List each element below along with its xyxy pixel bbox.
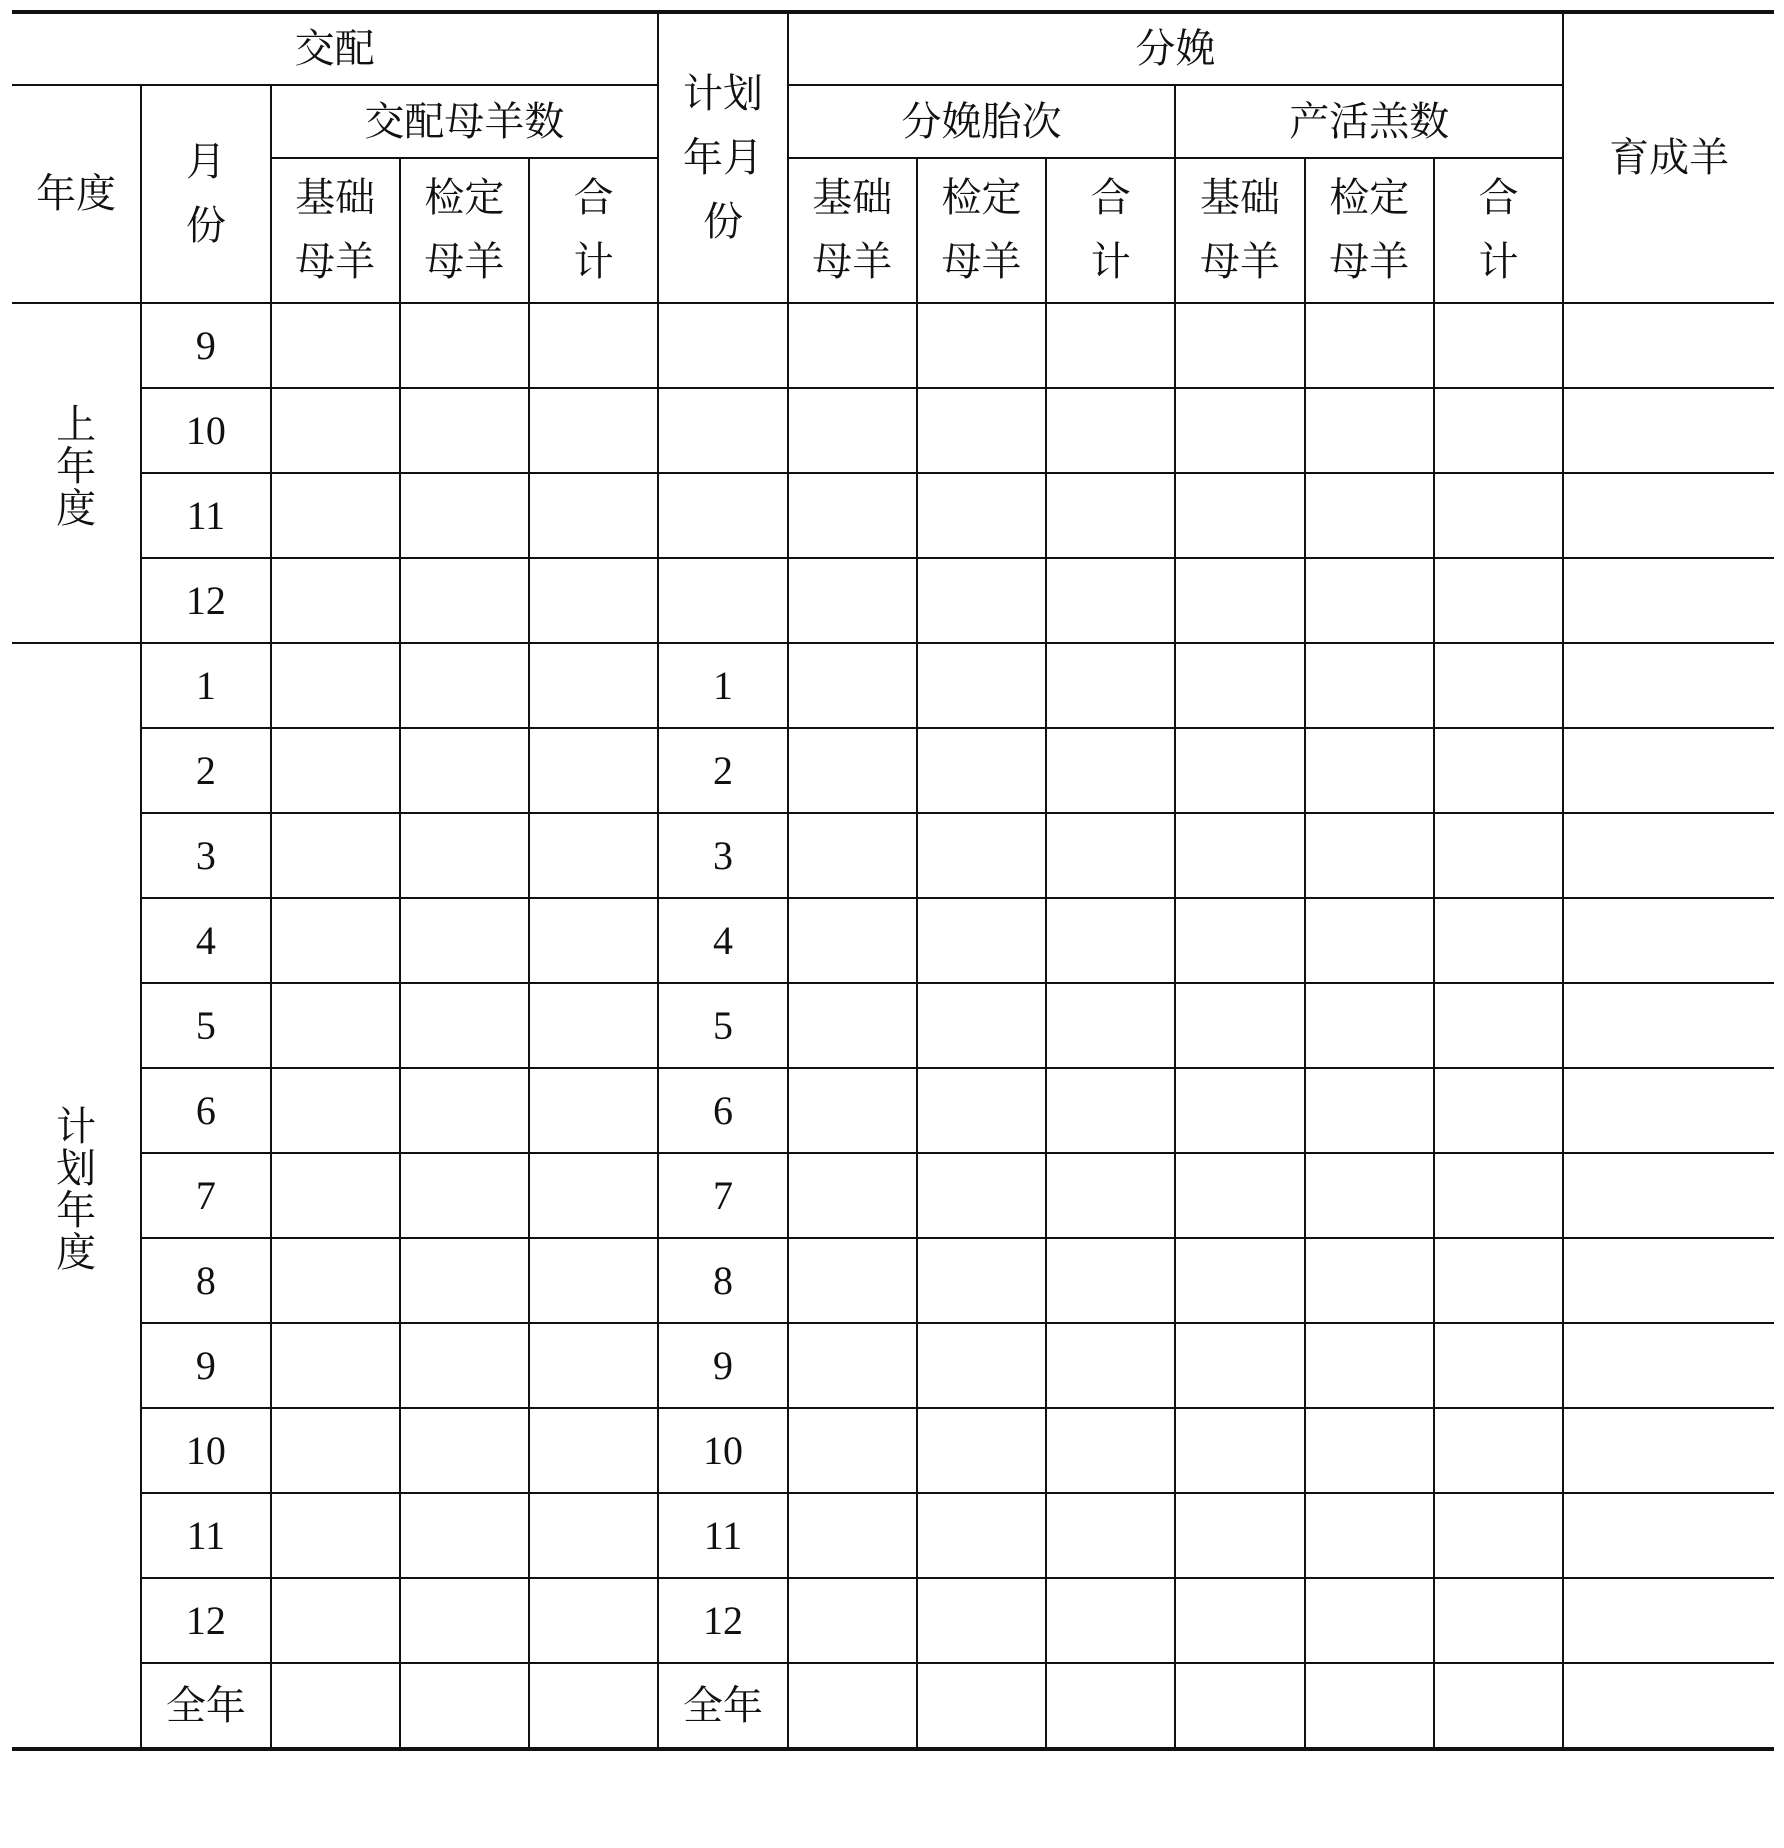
mating-cell [400,1068,529,1153]
lambing-cell [917,728,1046,813]
breeding-plan-table [12,10,1774,1751]
month-cell: 11 [141,1493,270,1578]
lambing-cell [1175,388,1304,473]
lambing-cell [917,643,1046,728]
lambing-cell [1563,813,1774,898]
table-row [12,1578,1774,1663]
mating-cell [400,1238,529,1323]
lambing-cell [1434,1068,1563,1153]
lambing-cell [1563,643,1774,728]
lambing-cell [788,728,917,813]
table-row [12,643,1774,728]
table-row [12,473,1774,558]
lambing-cell [788,1578,917,1663]
lambing-cell [1305,388,1434,473]
header-mating: 交配 [12,12,658,85]
month-cell: 10 [141,1408,270,1493]
month-cell: 3 [141,813,270,898]
lambing-cell [1563,1153,1774,1238]
lambing-cell [1563,1238,1774,1323]
month-cell: 5 [141,983,270,1068]
header-raised-sheep: 育成羊 [1563,12,1774,303]
lambing-cell [1046,643,1175,728]
lambing-cell [1305,303,1434,388]
lambing-cell [1046,1493,1175,1578]
mating-cell [271,1578,400,1663]
table-row [12,898,1774,983]
mating-cell [400,1578,529,1663]
mating-cell [400,813,529,898]
lambing-cell [1305,1663,1434,1749]
section-label-plan-year: 计划年度 [12,643,141,1749]
month-cell: 11 [141,473,270,558]
plan-month-cell: 3 [658,813,787,898]
mating-cell [529,1578,658,1663]
lambing-cell [1175,558,1304,643]
lambing-cell [1305,1323,1434,1408]
lambing-cell [1305,1238,1434,1323]
lambing-cell [1305,728,1434,813]
header-mated-base-ewe: 基础母羊 [271,158,400,303]
lambing-cell [1563,1323,1774,1408]
table-row [12,1323,1774,1408]
mating-cell [400,303,529,388]
lambing-cell [1434,1238,1563,1323]
lambing-cell [1046,983,1175,1068]
lambing-cell [1434,473,1563,558]
lambing-cell [1434,898,1563,983]
lambing-cell [1046,1238,1175,1323]
lambing-cell [1305,1153,1434,1238]
month-cell: 12 [141,1578,270,1663]
table-row [12,1238,1774,1323]
month-cell: 12 [141,558,270,643]
table-row [12,1408,1774,1493]
header-month: 月份 [141,85,270,303]
plan-month-cell [658,388,787,473]
table-row [12,388,1774,473]
lambing-cell [917,1238,1046,1323]
plan-month-cell [658,473,787,558]
lambing-cell [1563,1068,1774,1153]
lambing-cell [788,1153,917,1238]
mating-cell [271,1238,400,1323]
lambing-cell [917,1493,1046,1578]
plan-month-cell: 6 [658,1068,787,1153]
mating-cell [271,1068,400,1153]
month-cell: 6 [141,1068,270,1153]
section-label-prev-year: 上年度 [12,303,141,643]
lambing-cell [1563,388,1774,473]
mating-cell [529,1493,658,1578]
lambing-cell [1434,983,1563,1068]
lambing-cell [1175,1153,1304,1238]
lambing-cell [1305,643,1434,728]
lambing-cell [1175,813,1304,898]
lambing-cell [917,1068,1046,1153]
lambing-cell [788,643,917,728]
header-plan-month: 计划年月份 [658,12,787,303]
mating-cell [529,1238,658,1323]
lambing-cell [1434,813,1563,898]
lambing-cell [1046,1323,1175,1408]
lambing-cell [1175,1408,1304,1493]
lambing-cell [1175,1493,1304,1578]
lambing-cell [1305,1578,1434,1663]
mating-cell [400,1493,529,1578]
lambing-cell [788,983,917,1068]
plan-month-cell: 2 [658,728,787,813]
lambing-cell [1046,1408,1175,1493]
lambing-cell [1175,1068,1304,1153]
lambing-cell [917,983,1046,1068]
lambing-cell [917,303,1046,388]
lambing-cell [788,1323,917,1408]
lambing-cell [917,1323,1046,1408]
lambing-cell [788,1068,917,1153]
mating-cell [529,728,658,813]
header-lambs-total: 合计 [1434,158,1563,303]
mating-cell [529,388,658,473]
lambing-cell [1046,813,1175,898]
lambing-cell [1046,1578,1175,1663]
lambing-cell [1175,1663,1304,1749]
mating-cell [271,1493,400,1578]
mating-cell [400,898,529,983]
lambing-cell [1434,728,1563,813]
lambing-cell [788,813,917,898]
lambing-cell [1305,558,1434,643]
mating-cell [400,1663,529,1749]
mating-cell [400,643,529,728]
table-row [12,1068,1774,1153]
lambing-cell [1563,473,1774,558]
plan-month-cell: 7 [658,1153,787,1238]
mating-cell [271,1323,400,1408]
lambing-cell [1563,1408,1774,1493]
month-cell: 2 [141,728,270,813]
lambing-cell [1563,728,1774,813]
mating-cell [271,1663,400,1749]
mating-cell [529,1663,658,1749]
header-live-lambs: 产活羔数 [1175,85,1563,158]
month-cell: 1 [141,643,270,728]
mating-cell [400,983,529,1068]
lambing-cell [1175,898,1304,983]
full-year-label: 全年 [141,1663,270,1749]
mating-cell [271,1408,400,1493]
lambing-cell [1563,983,1774,1068]
lambing-cell [788,1493,917,1578]
lambing-cell [1175,1323,1304,1408]
lambing-cell [1305,1408,1434,1493]
mating-cell [529,1153,658,1238]
mating-cell [271,643,400,728]
mating-cell [400,1323,529,1408]
lambing-cell [1305,898,1434,983]
lambing-cell [1175,1578,1304,1663]
lambing-cell [1175,473,1304,558]
header-lambs-base-ewe: 基础母羊 [1175,158,1304,303]
lambing-cell [788,303,917,388]
lambing-cell [1434,1663,1563,1749]
lambing-cell [917,813,1046,898]
plan-month-cell: 10 [658,1408,787,1493]
lambing-cell [1046,1068,1175,1153]
header-mated-checked-ewe: 检定母羊 [400,158,529,303]
mating-cell [271,728,400,813]
lambing-cell [788,898,917,983]
mating-cell [529,1323,658,1408]
table-row [12,813,1774,898]
plan-month-cell [658,303,787,388]
lambing-cell [1434,1578,1563,1663]
lambing-cell [1046,728,1175,813]
plan-month-cell: 5 [658,983,787,1068]
lambing-cell [1046,388,1175,473]
lambing-cell [1434,1493,1563,1578]
month-cell: 9 [141,303,270,388]
plan-month-cell: 11 [658,1493,787,1578]
mating-cell [271,473,400,558]
mating-cell [529,473,658,558]
lambing-cell [1563,558,1774,643]
lambing-cell [1175,1238,1304,1323]
lambing-cell [917,898,1046,983]
lambing-cell [1305,1493,1434,1578]
lambing-cell [1046,1663,1175,1749]
lambing-cell [1434,303,1563,388]
mating-cell [529,1068,658,1153]
mating-cell [400,1153,529,1238]
lambing-cell [1563,1493,1774,1578]
mating-cell [400,728,529,813]
lambing-cell [788,473,917,558]
lambing-cell [788,1408,917,1493]
mating-cell [271,813,400,898]
plan-month-cell [658,558,787,643]
header-lambs-checked-ewe: 检定母羊 [1305,158,1434,303]
lambing-cell [917,1153,1046,1238]
month-cell: 10 [141,388,270,473]
header-parity-checked-ewe: 检定母羊 [917,158,1046,303]
mating-cell [271,898,400,983]
lambing-cell [1434,643,1563,728]
lambing-cell [1305,473,1434,558]
mating-cell [529,1408,658,1493]
month-cell: 8 [141,1238,270,1323]
mating-cell [271,388,400,473]
lambing-cell [917,1578,1046,1663]
lambing-cell [917,1663,1046,1749]
lambing-cell [1563,1578,1774,1663]
lambing-cell [1563,1663,1774,1749]
mating-cell [529,898,658,983]
lambing-cell [917,558,1046,643]
month-cell: 4 [141,898,270,983]
table-row [12,558,1774,643]
mating-cell [271,558,400,643]
lambing-cell [788,1238,917,1323]
lambing-cell [1305,1068,1434,1153]
lambing-cell [1046,898,1175,983]
lambing-cell [1175,728,1304,813]
plan-month-cell: 12 [658,1578,787,1663]
table-row [12,1663,1774,1749]
lambing-cell [1434,1408,1563,1493]
lambing-cell [917,388,1046,473]
mating-cell [400,388,529,473]
header-mated-total: 合计 [529,158,658,303]
plan-month-cell: 4 [658,898,787,983]
breeding-plan-sheet [12,10,1774,1751]
plan-month-cell: 1 [658,643,787,728]
plan-full-year-label: 全年 [658,1663,787,1749]
table-row [12,1493,1774,1578]
header-parity-total: 合计 [1046,158,1175,303]
mating-cell [529,643,658,728]
lambing-cell [788,388,917,473]
lambing-cell [1046,473,1175,558]
lambing-cell [917,473,1046,558]
month-cell: 9 [141,1323,270,1408]
month-cell: 7 [141,1153,270,1238]
lambing-cell [1046,303,1175,388]
mating-cell [529,813,658,898]
lambing-cell [1563,898,1774,983]
header-parity-base-ewe: 基础母羊 [788,158,917,303]
table-row [12,303,1774,388]
lambing-cell [1434,388,1563,473]
header-year: 年度 [12,85,141,303]
lambing-cell [1046,1153,1175,1238]
table-row [12,1153,1774,1238]
mating-cell [529,303,658,388]
mating-cell [400,473,529,558]
lambing-cell [1305,813,1434,898]
mating-cell [271,983,400,1068]
mating-cell [529,558,658,643]
mating-cell [271,303,400,388]
mating-cell [400,558,529,643]
table-row [12,728,1774,813]
lambing-cell [1175,643,1304,728]
lambing-cell [1175,303,1304,388]
header-lambing: 分娩 [788,12,1564,85]
lambing-cell [788,1663,917,1749]
lambing-cell [1305,983,1434,1068]
lambing-cell [917,1408,1046,1493]
lambing-cell [1434,558,1563,643]
mating-cell [529,983,658,1068]
mating-cell [400,1408,529,1493]
header-mated-ewes: 交配母羊数 [271,85,659,158]
lambing-cell [1434,1153,1563,1238]
lambing-cell [1434,1323,1563,1408]
header-lambing-parity: 分娩胎次 [788,85,1176,158]
mating-cell [271,1153,400,1238]
lambing-cell [1046,558,1175,643]
lambing-cell [788,558,917,643]
plan-month-cell: 9 [658,1323,787,1408]
lambing-cell [1563,303,1774,388]
plan-month-cell: 8 [658,1238,787,1323]
lambing-cell [1175,983,1304,1068]
table-row [12,983,1774,1068]
